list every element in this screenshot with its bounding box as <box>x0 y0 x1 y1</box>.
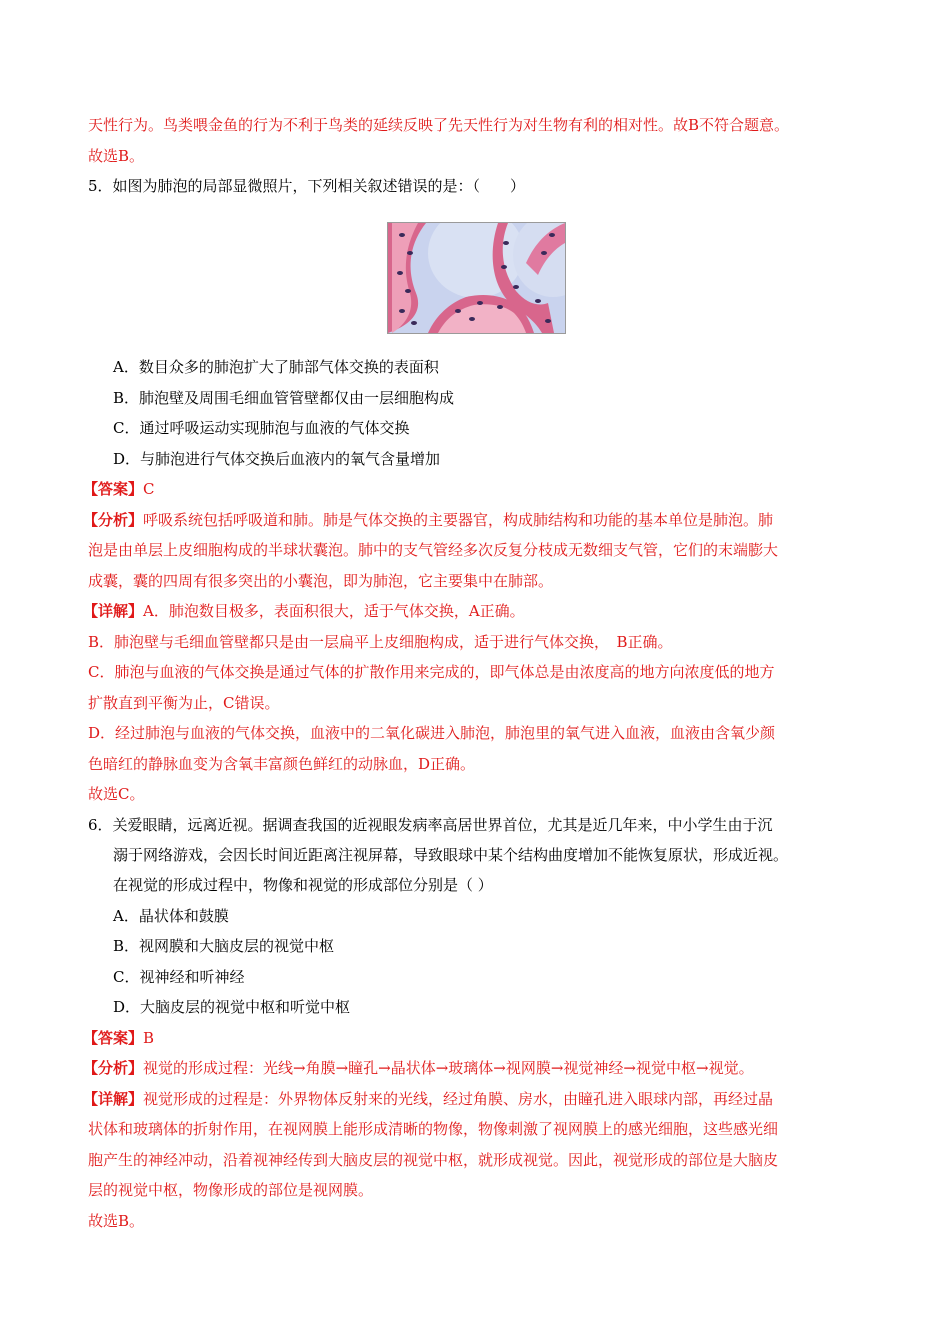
q6-option-b: B．视网膜和大脑皮层的视觉中枢 <box>113 937 335 955</box>
detail-tag: 【详解】 <box>83 1090 144 1108</box>
q6-analysis <box>83 1057 754 1079</box>
q5-option-d: D．与肺泡进行气体交换后血液内的氧气含量增加 <box>113 450 441 468</box>
q6-detail-line-1 <box>83 1088 773 1110</box>
q5-detail-line-2: B．肺泡壁与毛细血管壁都只是由一层扁平上皮细胞构成，适于进行气体交换， B正确。 <box>88 633 673 651</box>
q5-answer <box>83 478 155 500</box>
q6-detail-line-4: 层的视觉中枢，物像形成的部位是视网膜。 <box>88 1181 374 1199</box>
q5-detail-line-6: 色暗红的静脉血变为含氧丰富颜色鲜红的动脉血，D正确。 <box>88 755 476 773</box>
alveoli-micrograph <box>387 222 566 334</box>
detail-text: 视觉形成的过程是：外界物体反射来的光线，经过角膜、房水，由瞳孔进入眼球内部，再经过晶 <box>143 1090 774 1108</box>
q5-detail-line-3: C．肺泡与血液的气体交换是通过气体的扩散作用来完成的，即气体总是由浓度高的地方向浓度低的地方 <box>88 663 775 681</box>
q6-option-a: A．晶状体和鼓膜 <box>113 907 229 925</box>
answer-value: C <box>143 480 155 498</box>
answer-tag: 【答案】 <box>83 480 144 498</box>
q5-analysis-line-2: 泡是由单层上皮细胞构成的半球状囊泡。肺中的支气管经多次反复分枝成无数细支气管，它们的末端膨大 <box>88 541 779 559</box>
explanation-continuation: 天性行为。鸟类喂金鱼的行为不利于鸟类的延续反映了先天性行为对生物有利的相对性。故B不符合题意。 <box>88 116 790 134</box>
q6-conclusion: 故选B。 <box>88 1212 145 1230</box>
q6-option-d: D．大脑皮层的视觉中枢和听觉中枢 <box>113 998 351 1016</box>
question-6-stem-line-3: 在视觉的形成过程中，物像和视觉的形成部位分别是（ ） <box>113 876 493 894</box>
analysis-tag: 【分析】 <box>83 511 144 529</box>
alveoli-image <box>388 223 565 333</box>
q5-option-b: B．肺泡壁及周围毛细血管管壁都仅由一层细胞构成 <box>113 389 455 407</box>
q5-detail-line-5: D．经过肺泡与血液的气体交换，血液中的二氧化碳进入肺泡，肺泡里的氧气进入血液，血液由含氧少颜 <box>88 724 776 742</box>
q5-analysis-line-1 <box>83 509 773 531</box>
detail-text: A．肺泡数目极多，表面积很大，适于气体交换，A正确。 <box>143 602 525 620</box>
q5-detail-line-1 <box>83 600 525 622</box>
answer-tag: 【答案】 <box>83 1029 144 1047</box>
answer-value: B <box>143 1029 155 1047</box>
q6-option-c: C．视神经和听神经 <box>113 968 245 986</box>
question-6-stem-line-2: 溺于网络游戏，会因长时间近距离注视屏幕，导致眼球中某个结构曲度增加不能恢复原状，形成近视。 <box>113 846 789 864</box>
q5-option-c: C．通过呼吸运动实现肺泡与血液的气体交换 <box>113 419 410 437</box>
q6-detail-line-3: 胞产生的神经冲动，沿着视神经传到大脑皮层的视觉中枢，就形成视觉。因此，视觉形成的部位是大脑皮 <box>88 1151 779 1169</box>
q6-detail-line-2: 状体和玻璃体的折射作用，在视网膜上能形成清晰的物像，物像刺激了视网膜上的感光细胞，这些感光细 <box>88 1120 779 1138</box>
question-6-stem-line-1: 6．关爱眼睛，远离近视。据调查我国的近视眼发病率高居世界首位，尤其是近几年来，中小学生由于沉 <box>88 816 773 834</box>
q6-answer <box>83 1027 154 1049</box>
q5-analysis-line-3: 成囊，囊的四周有很多突出的小囊泡，即为肺泡，它主要集中在肺部。 <box>88 572 554 590</box>
detail-tag: 【详解】 <box>83 602 144 620</box>
q5-option-a: A．数目众多的肺泡扩大了肺部气体交换的表面积 <box>113 358 439 376</box>
question-5-stem: 5．如图为肺泡的局部显微照片，下列相关叙述错误的是：（ ） <box>88 177 526 195</box>
analysis-text: 呼吸系统包括呼吸道和肺。肺是气体交换的主要器官，构成肺结构和功能的基本单位是肺泡。肺 <box>143 511 774 529</box>
q5-detail-line-4: 扩散直到平衡为止，C错误。 <box>88 694 280 712</box>
analysis-tag: 【分析】 <box>83 1059 144 1077</box>
conclusion-text: 故选B。 <box>88 147 145 165</box>
q5-conclusion: 故选C。 <box>88 785 145 803</box>
analysis-text: 视觉的形成过程：光线→角膜→瞳孔→晶状体→玻璃体→视网膜→视觉神经→视觉中枢→视觉。 <box>143 1059 754 1077</box>
